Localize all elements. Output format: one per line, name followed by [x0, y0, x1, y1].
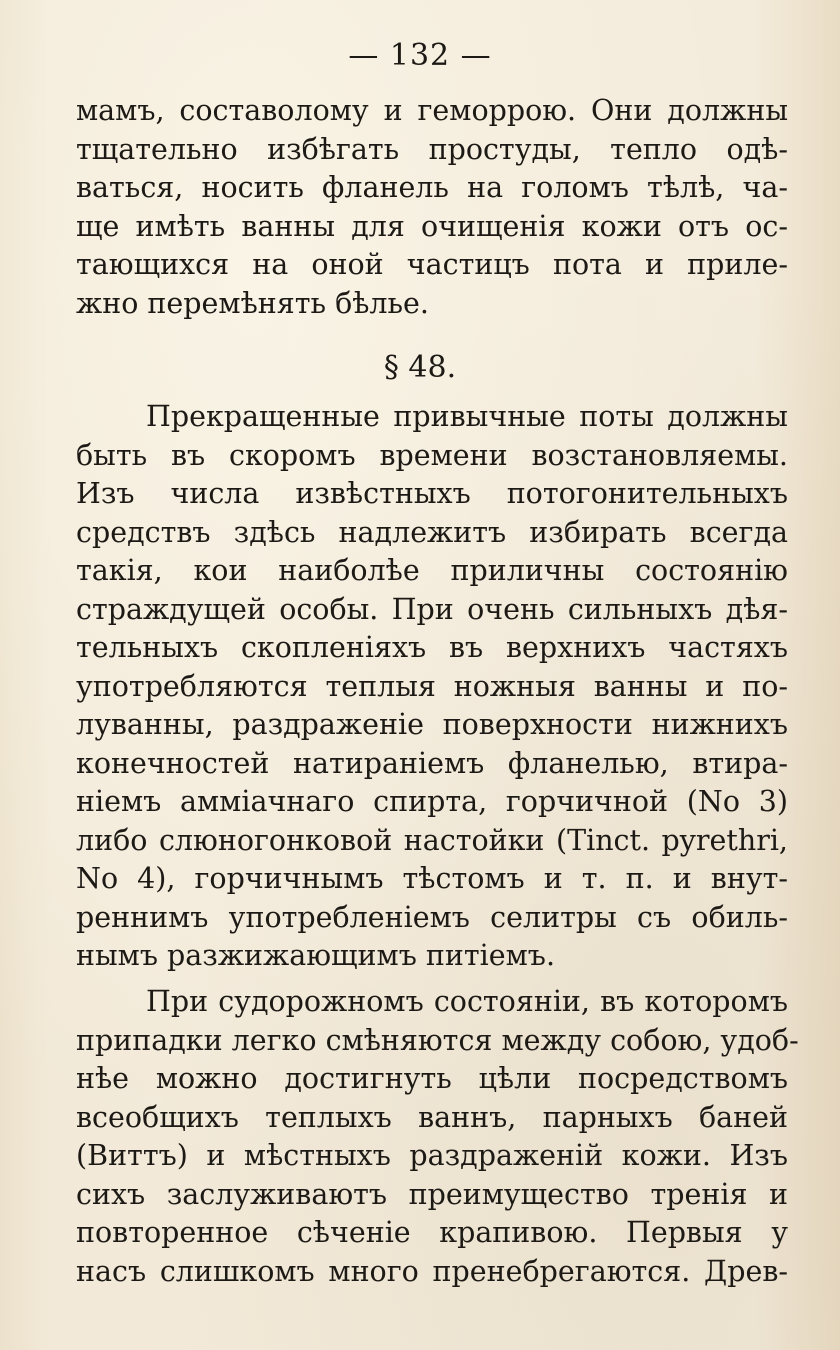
- text-line: нымъ разжижающимъ питіемъ.: [76, 939, 556, 972]
- text-line: припадки легко смѣняются между собою, удоб-: [76, 1023, 799, 1057]
- text-line: Прекращенные привычные поты должны: [146, 400, 788, 433]
- text-line: такія, кои наиболѣе приличны состоянію: [76, 554, 788, 587]
- text-line: быть въ скоромъ времени возстановляемы.: [76, 438, 788, 472]
- text-line: страждущей особы. При очень сильныхъ дѣя-: [76, 592, 788, 626]
- text-line: употребляются теплыя ножныя ванны и по-: [76, 669, 788, 703]
- opening-paragraph: [76, 92, 788, 323]
- text-line: При судорожномъ состояніи, въ которомъ: [146, 985, 788, 1018]
- text-line: мамъ, составолому и геморрою. Они должны: [76, 94, 788, 127]
- paragraph-prekrashchennye: [76, 398, 788, 976]
- text-line: насъ слишкомъ много пренебрегаются. Древ-: [76, 1254, 788, 1288]
- text-line: тельныхъ скопленіяхъ въ верхнихъ частяхъ: [76, 631, 788, 664]
- text-line: либо слюногонковой настойки (Tinct. pyrethri,: [76, 823, 788, 857]
- text-line: No 4), горчичнымъ тѣстомъ и т. п. и внут-: [76, 862, 788, 895]
- text-line: средствъ здѣсь надлежитъ избирать всегда: [76, 515, 788, 549]
- text-line: повторенное сѣченіе крапивою. Первыя у: [76, 1216, 788, 1249]
- text-line: тщательно избѣгать простуды, тепло одѣ-: [76, 132, 788, 166]
- text-line: (Виттъ) и мѣстныхъ раздраженій кожи. Изъ: [76, 1139, 788, 1172]
- text-line: жно перемѣнять бѣлье.: [76, 286, 429, 320]
- text-line: нѣе можно достигнуть цѣли посредствомъ: [76, 1062, 788, 1095]
- paragraph-pri-sudorozhnom: [76, 983, 799, 1291]
- text-line: сихъ заслуживаютъ преимущество тренія и: [76, 1177, 788, 1211]
- text-line: ваться, носить фланель на голомъ тѣлѣ, ча-: [76, 171, 788, 204]
- text-line: ще имѣть ванны для очищенія кожи отъ ос-: [76, 209, 788, 243]
- text-line: всеобщихъ теплыхъ ваннъ, парныхъ баней: [76, 1100, 788, 1134]
- text-line: конечностей натираніемъ фланелью, втира-: [76, 746, 788, 780]
- page-number: — 132 —: [348, 38, 492, 73]
- text-line: тающихся на оной частицъ пота и приле-: [76, 248, 788, 281]
- text-line: реннимъ употребленіемъ селитры съ обиль-: [76, 900, 788, 934]
- text-line: луванны, раздраженіе поверхности нижнихъ: [76, 708, 788, 741]
- text-line: Изъ числа извѣстныхъ потогонительныхъ: [76, 477, 788, 510]
- text-line: ніемъ аммiачнаго спирта, горчичной (No 3): [76, 785, 788, 818]
- section-heading: § 48.: [383, 350, 457, 385]
